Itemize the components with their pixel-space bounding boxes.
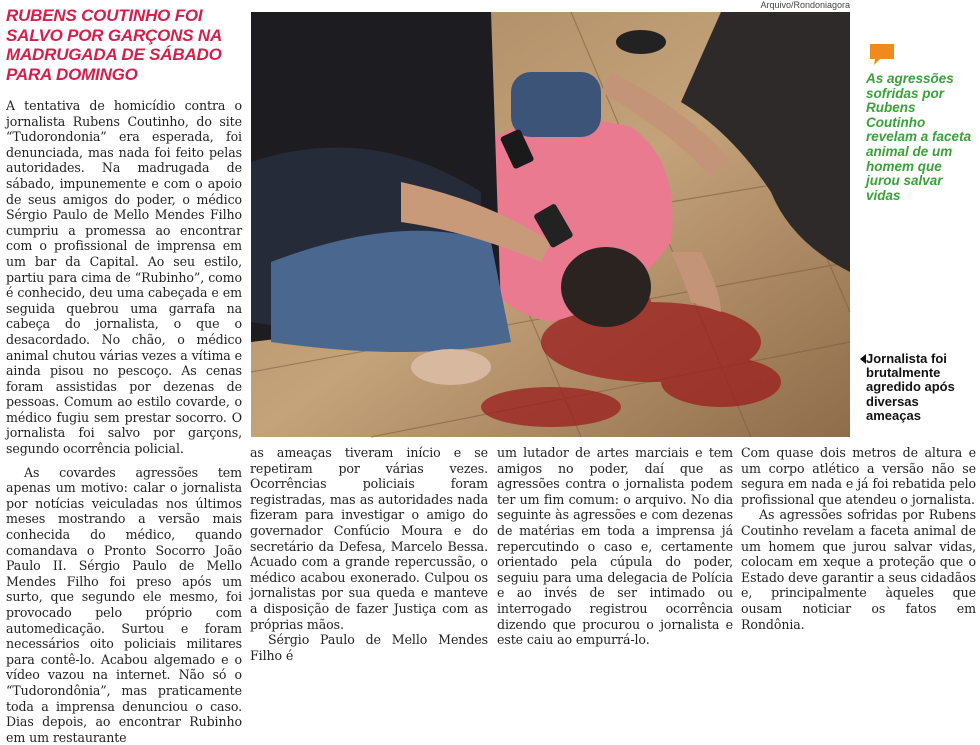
news-photo: [251, 12, 850, 437]
paragraph: As agressões sofridas por Rubens Coutinho revelam a faceta animal de um homem que jurou salvar vidas, colocam em xeque a proteção que o Estado deve garantir a seus cidadãos e, principalmente àqueles que ousam noticiar os fatos em Rondônia.: [741, 507, 976, 632]
article-column-4: [741, 445, 976, 632]
paragraph: Sérgio Paulo de Mello Mendes Filho é: [250, 632, 488, 663]
caption-pointer-icon: [860, 354, 866, 364]
caption-text: Jornalista foi brutalmente agredido após diversas ameaças: [866, 351, 955, 423]
photo-credit: Arquivo/Rondoniagora: [760, 0, 850, 10]
paragraph: A tentativa de homicídio contra o jornalista Rubens Coutinho, do site “Tudorondonia” era esperada, foi denunciada, mas nada foi feito pelas autoridades. Na madrugada de sábado, impunemente e com o apoio de seus amigos do poder, o médico Sérgio Paulo de Mello Mendes Filho cumpriu a promessa ao encontrar com o profissional de imprensa em um bar da Capital. Ao seu estilo, partiu para cima de “Rubinho”, como é conhecido, deu uma cabeçada e em seguida quebrou uma garrafa na cabeça do jornalista, o que o desacordado. No chão, o médico animal chutou várias vezes a vítima e ainda pisou no pescoço. As cenas foram assistidas por dezenas de pessoas. Comum ao estilo covarde, o médico fugiu sem prestar socorro. O jornalista foi salvo por garçons, segundo ocorrência policial.: [6, 98, 242, 457]
pull-quote: As agressões sofridas por Rubens Coutinho revelam a faceta animal de um homem que jurou salvar vidas: [866, 71, 972, 203]
photo-illustration: [251, 12, 850, 437]
article-column-2: [250, 445, 488, 663]
article-column-3: [497, 445, 733, 648]
paragraph: um lutador de artes marciais e tem amigos no poder, daí que as agressões contra o jornalista podem ter um fim comum: o arquivo. No dia seguinte às agressões e com dezenas de matérias em toda a imprensa já repercutindo o caso e, certamente orientado pela cúpula do poder, seguiu para uma delegacia de Polícia e ao invés de ser intimado ou interrogado registrou ocorrência dizendo que procurou o jornalista e este caiu ao empurrá-lo.: [497, 445, 733, 648]
article-column-1: [6, 98, 242, 745]
paragraph: as ameaças tiveram início e se repetiram por várias vezes. Ocorrências policiais foram registradas, mas as autoridades nada fizeram para investigar o amigo do governador Confúcio Moura e do secretário da Defesa, Marcelo Bessa. Acuado com a grande repercussão, o médico acabou exonerado. Culpou os jornalistas por sua queda e manteve a disposição de fazer Justiça com as próprias mãos.: [250, 445, 488, 632]
paragraph: As covardes agressões tem apenas um motivo: calar o jornalista por notícias veiculadas nos últimos meses mostrando a versão mais conhecida do médico, quando comandava o Pronto Socorro João Paulo II. Sérgio Paulo de Mello Mendes Filho foi preso após um surto, que segundo ele mesmo, foi provocado pelo próprio com automedicação. Surtou e foram necessários oito policiais militares para contê-lo. Acabou algemado e o vídeo vazou na internet. Não só o “Tudorondônia”, mas praticamente toda a imprensa denunciou o caso. Dias depois, ao encontrar Rubinho em um restaurante: [6, 464, 242, 745]
paragraph: Com quase dois metros de altura e um corpo atlético a versão não se segura em nada e já foi rebatida pelo profissional que atendeu o jornalista.: [741, 445, 976, 507]
speech-bubble-icon: [868, 42, 896, 66]
photo-caption: [866, 352, 976, 423]
headline: RUBENS COUTINHO FOI SALVO POR GARÇONS NA MADRUGADA DE SÁBADO PARA DOMINGO: [6, 6, 222, 84]
